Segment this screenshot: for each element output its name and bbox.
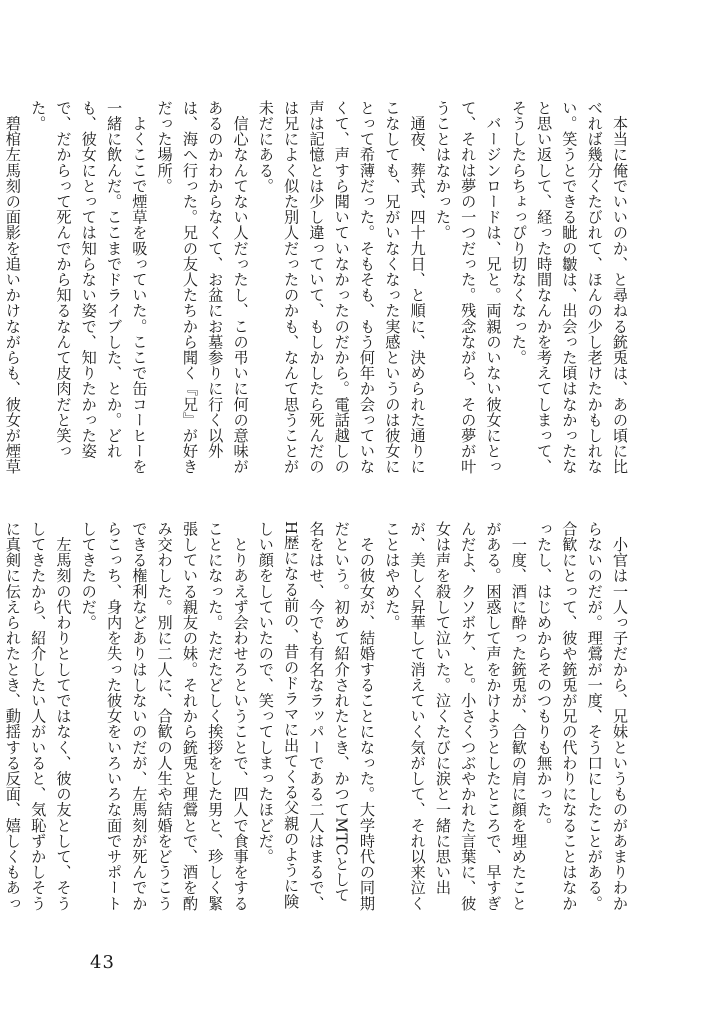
paragraph: よくここで煙草を吸っていた。ここで缶コーヒーを一緒に飲んだ。ここまでドライブした、とか。どれも、彼女にとっては知らない姿で、知りたかった姿で、だからって死んでから知るなんて皮肉だと笑った。 xyxy=(29,100,149,475)
paragraph: バージンロードは、兄と。両親のいない彼女にとって、それは夢の一つだった。残念ながら、その夢が叶うことはなかった。 xyxy=(433,100,503,475)
paragraph: とりあえず会わせろということで、四人で食事をすることになった。ただたどしく挨拶をした男と、珍しく緊張している親友の妹。それから銃兎と理鶯とで、酒を酌み交わした。別に二人に、合歓の人生や結婚をどうこうできる権利などありはしないのだが、左馬刻が死んでからこっち、身内を失った彼女をいろいろな面でサポートしてきたのだ。 xyxy=(79,521,250,911)
paragraph: 碧棺左馬刻の面影を追いかけながらも、彼女が煙草 xyxy=(3,115,22,475)
paragraph: 一度、酒に酔った銃兎が、合歓の肩に顔を埋めたことがある。困惑して声をかけようとしたところで、早すぎんだよ、クソボケ、と。小さくつぶやかれた言葉に、彼女は声を殺して泣いた。泣くたびに涙と一緒に思い出が、美しく昇華して消えていく気がして、それ以来泣くことはやめた。 xyxy=(383,521,528,911)
paragraph: 通夜、葬式、四十九日、と順に、決められた通りにこなしても、兄がいなくなった実感というのは彼女にとって希薄だった。そもそも、もう何年か会っていなくて、声すら聞いていなかったのだから。電話越しの声は記憶とは少し違っていて、もしかしたら死んだのは兄によく似た別人だったのかも、なんて思うことが未だにある。 xyxy=(256,100,427,475)
paragraph: 左馬刻の代わりとしてではなく、彼の友として、そうしてきたから、紹介したい人がいると、気恥ずかしそうに真剣に伝えられたとき、動揺する反面、嬉しくもあっ xyxy=(3,521,73,911)
paragraph: 本当に俺でいいのか、と尋ねる銃兎は、あの頃に比べれば幾分くたびれて、ほんの少し老けたかもしれない。笑うとできる眦の皺は、出会った頃はなかったなと思い返して、経った時間なんかを考えてしまって、そうしたらちょっぴり切なくなった。 xyxy=(509,100,629,475)
paragraph: 小官は一人っ子だから、兄妹というものがあまりわからないのだが。理鶯が一度、そう口にしたことがある。合歓にとって、彼や銃兎が兄の代わりになることはなかったし、はじめからそのつもりも無かった。 xyxy=(535,521,629,911)
upper-text-block xyxy=(3,100,632,482)
lower-text-block xyxy=(3,521,632,911)
paragraph: 信心なんてない人だったし、この弔いに何の意味があるのかわからなくて、お盆にお墓参りに行く以外は、海へ行った。兄の友人たちから聞く『兄』が好きだった場所。 xyxy=(155,100,250,475)
paragraph: その彼女が、結婚することになった。大学時代の同期だという。初めて紹介されたとき、かつてMTCとして名をはせ、今でも有名なラッパーである二人はまるで、H歴になる前の、昔のドラマに出てくる父親のように険しい顔をしていたので、笑ってしまったほどだ。 xyxy=(256,521,377,911)
page-number: 43 xyxy=(90,952,115,973)
